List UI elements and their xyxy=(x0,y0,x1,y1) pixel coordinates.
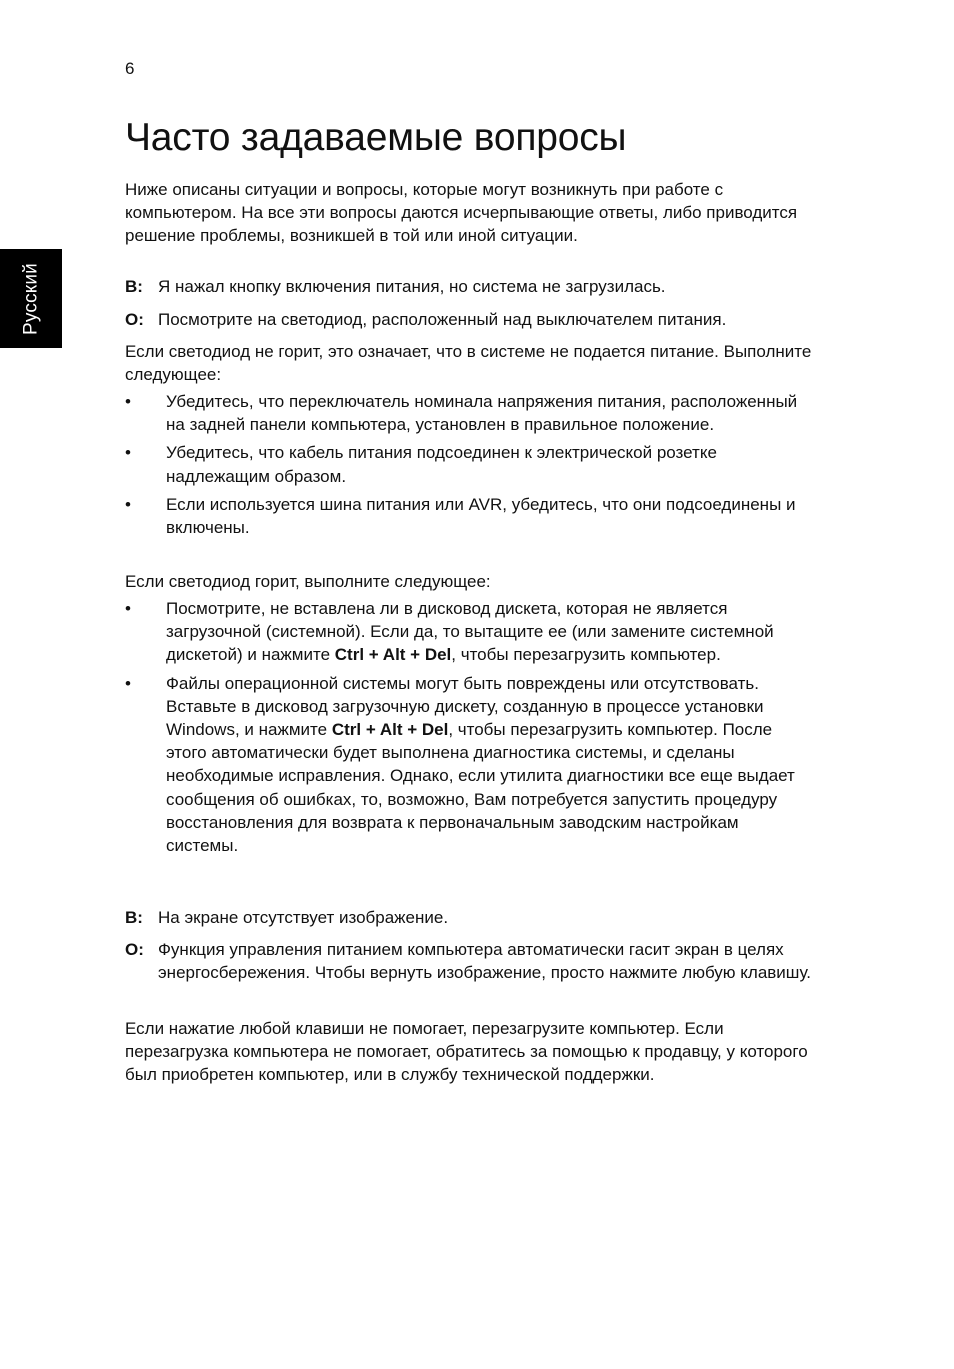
page-title: Часто задаваемые вопросы xyxy=(125,116,627,159)
list-item xyxy=(125,441,815,487)
followup-paragraph: Если нажатие любой клавиши не помогает, перезагрузите компьютер. Если перезагрузка компьютера не помогает, обратитесь за помощью к продавцу, у которого был приобретен компьютер, или в службу технической поддержки. xyxy=(125,1019,808,1085)
bullet-glyph: • xyxy=(125,599,131,618)
key-combo: Ctrl + Alt + Del xyxy=(331,720,449,740)
list-item xyxy=(125,597,815,667)
list-item xyxy=(125,390,815,436)
list-item-text-part: , чтобы перезагрузить компьютер. После этого автоматически будет выполнена диагностика системы, и сделаны необходимые исправления. Однако, если утилита диагностики все еще выдает сообщения об ошибках, то, возможно, Вам потребуется запустить процедуру восстановления для возврата к первоначальным заводским настройкам системы. xyxy=(166,720,795,856)
question-2 xyxy=(125,906,815,929)
list-item-text-part: Файлы операционной системы могут быть повреждены или отсутствовать. Вставьте в дисковод загрузочную дискету, созданную в процессе установки Windows, и нажмите xyxy=(166,673,764,740)
question-text: На экране отсутствует изображение. xyxy=(158,908,449,927)
list-item-text: Убедитесь, что кабель питания подсоединен к электрической розетке надлежащим образом. xyxy=(166,443,717,486)
bullet-glyph: • xyxy=(125,443,131,463)
intro-paragraph: Ниже описаны ситуации и вопросы, которые могут возникнуть при работе с компьютером. На все эти вопросы даются исчерпывающие ответы, либо приводится решение проблемы, возникшей в той или иной ситуации. xyxy=(125,180,798,246)
answer-label: О: xyxy=(125,310,144,329)
list-item-text: Если используется шина питания или AVR, убедитесь, что они подсоединены и включены. xyxy=(166,494,796,538)
led-off-paragraph: Если светодиод не горит, это означает, что в системе не подается питание. Выполните следующее: xyxy=(125,342,812,385)
list-item xyxy=(125,493,815,539)
led-off-list xyxy=(125,390,815,544)
answer-1 xyxy=(125,308,815,331)
list-item-text-part: , чтобы перезагрузить компьютер. xyxy=(451,645,721,665)
question-text: Я нажал кнопку включения питания, но система не загрузилась. xyxy=(158,277,666,296)
answer-text: Функция управления питанием компьютера автоматически гасит экран в целях энергосбережения. Чтобы вернуть изображение, просто нажмите любую клавишу. xyxy=(158,940,811,983)
led-on-list xyxy=(125,597,815,862)
list-item-text xyxy=(166,599,774,664)
list-item-text: Убедитесь, что переключатель номинала напряжения питания, расположенный на задней панели компьютера, установлен в правильное положение. xyxy=(166,392,798,435)
list-item xyxy=(125,672,815,858)
bullet-glyph: • xyxy=(125,494,131,514)
language-side-tab xyxy=(0,249,62,348)
bullet-glyph: • xyxy=(125,673,131,693)
key-combo: Ctrl + Alt + Del xyxy=(334,645,452,665)
bullet-glyph: • xyxy=(125,392,131,411)
list-item-text-part: Посмотрите, не вставлена ли в дисковод дискета, которая не является загрузочной (системной). Если да, то вытащите ее (или замените системной дискетой) и нажмите xyxy=(166,599,774,665)
page-number: 6 xyxy=(125,59,135,78)
answer-label: О: xyxy=(125,940,144,959)
answer-2 xyxy=(125,938,815,984)
question-label: В: xyxy=(125,277,143,296)
answer-text: Посмотрите на светодиод, расположенный над выключателем питания. xyxy=(158,310,727,329)
question-1 xyxy=(125,275,815,298)
list-item-text xyxy=(166,674,795,855)
led-on-paragraph: Если светодиод горит, выполните следующее: xyxy=(125,572,491,591)
language-side-tab-label: Русский xyxy=(20,263,42,335)
question-label: В: xyxy=(125,908,143,927)
